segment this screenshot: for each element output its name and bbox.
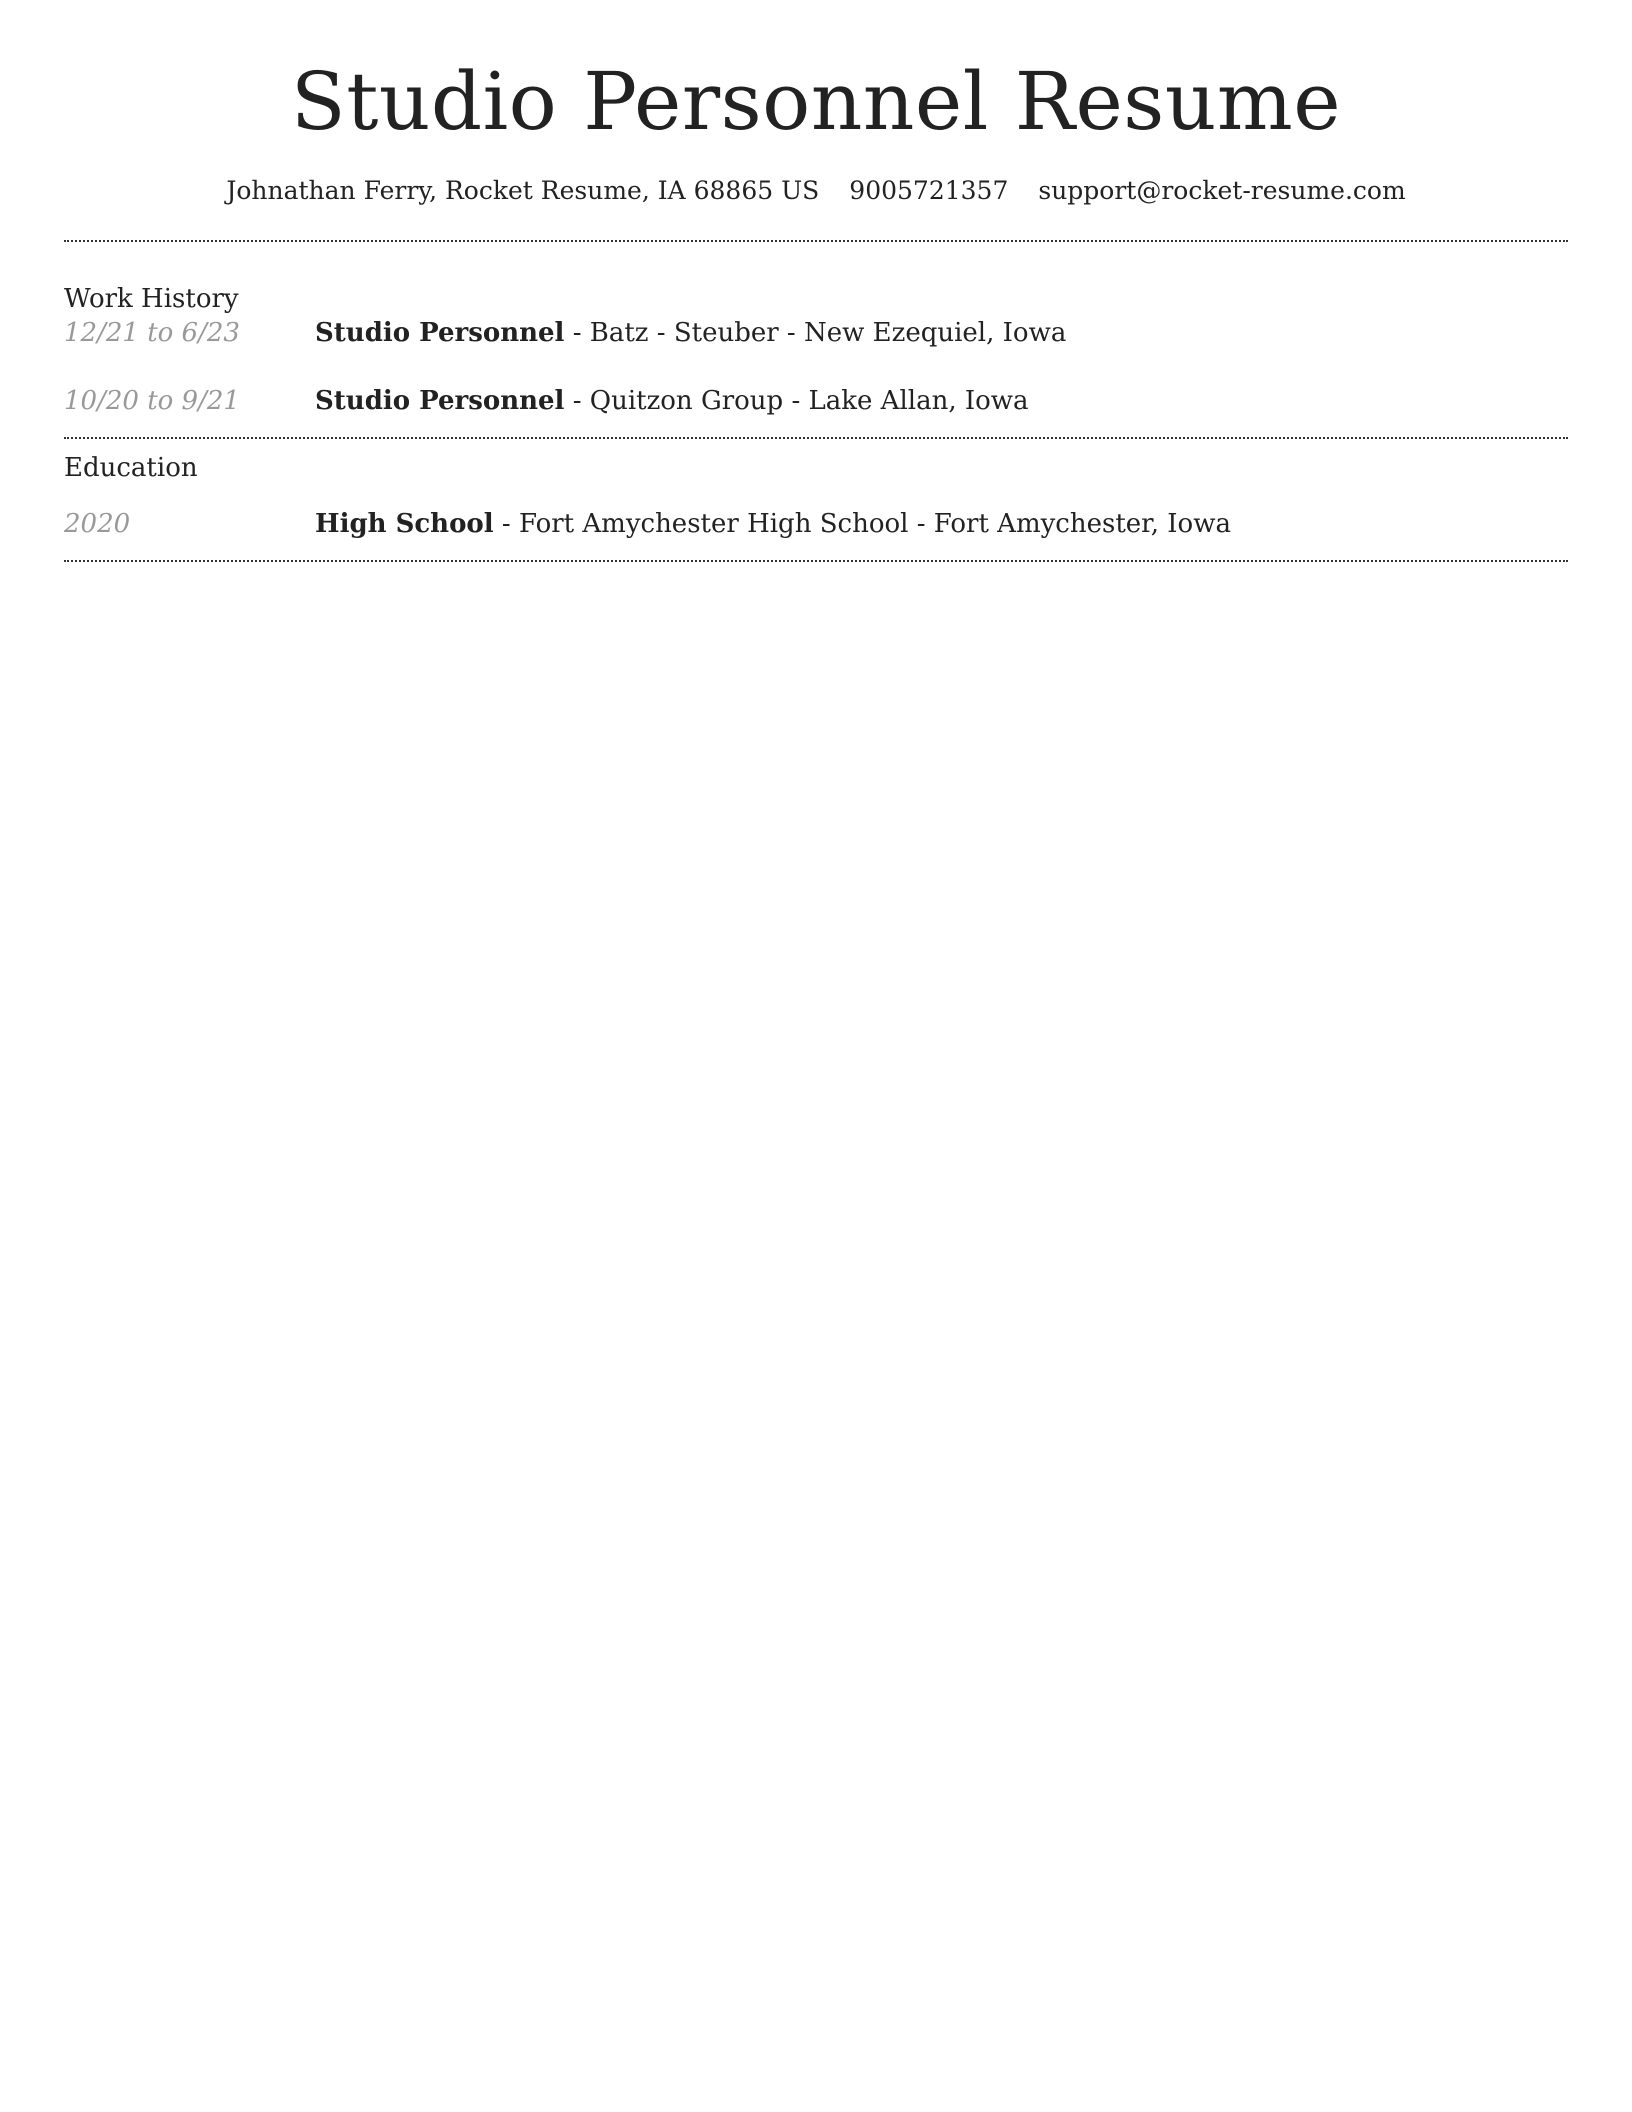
contact-address: Johnathan Ferry, Rocket Resume, IA 68865 US (226, 176, 820, 205)
work-entry-details: - Quitzon Group - Lake Allan, Iowa (564, 386, 1029, 416)
work-history-section (64, 282, 1568, 418)
work-entry-details: - Batz - Steuber - New Ezequiel, Iowa (564, 318, 1067, 348)
education-entry-details: - Fort Amychester High School - Fort Amychester, Iowa (493, 509, 1231, 539)
work-history-heading: Work History (64, 284, 239, 314)
education-section (64, 451, 1568, 541)
work-history-divider (64, 437, 1568, 439)
header-divider (64, 240, 1568, 242)
work-entry-dates: 10/20 to 9/21 (64, 386, 240, 416)
education-entry (64, 507, 1568, 541)
resume-page (64, 0, 1568, 562)
work-entry-dates: 12/21 to 6/23 (64, 318, 240, 348)
work-entry (64, 316, 1568, 350)
contact-line (64, 174, 1568, 208)
education-entry-degree: High School (315, 509, 494, 539)
contact-phone: 9005721357 (849, 176, 1009, 205)
education-heading: Education (64, 453, 198, 483)
work-entry-role: Studio Personnel (315, 386, 565, 416)
education-entry-dates: 2020 (64, 509, 131, 539)
work-entry (64, 384, 1568, 418)
work-entry-description (315, 316, 1066, 350)
work-entry-role: Studio Personnel (315, 318, 565, 348)
education-entry-description (315, 507, 1231, 541)
work-entry-description (315, 384, 1029, 418)
contact-email[interactable]: support@rocket-resume.com (1038, 176, 1406, 205)
education-divider (64, 560, 1568, 562)
resume-title: Studio Personnel Resume (290, 55, 1342, 148)
